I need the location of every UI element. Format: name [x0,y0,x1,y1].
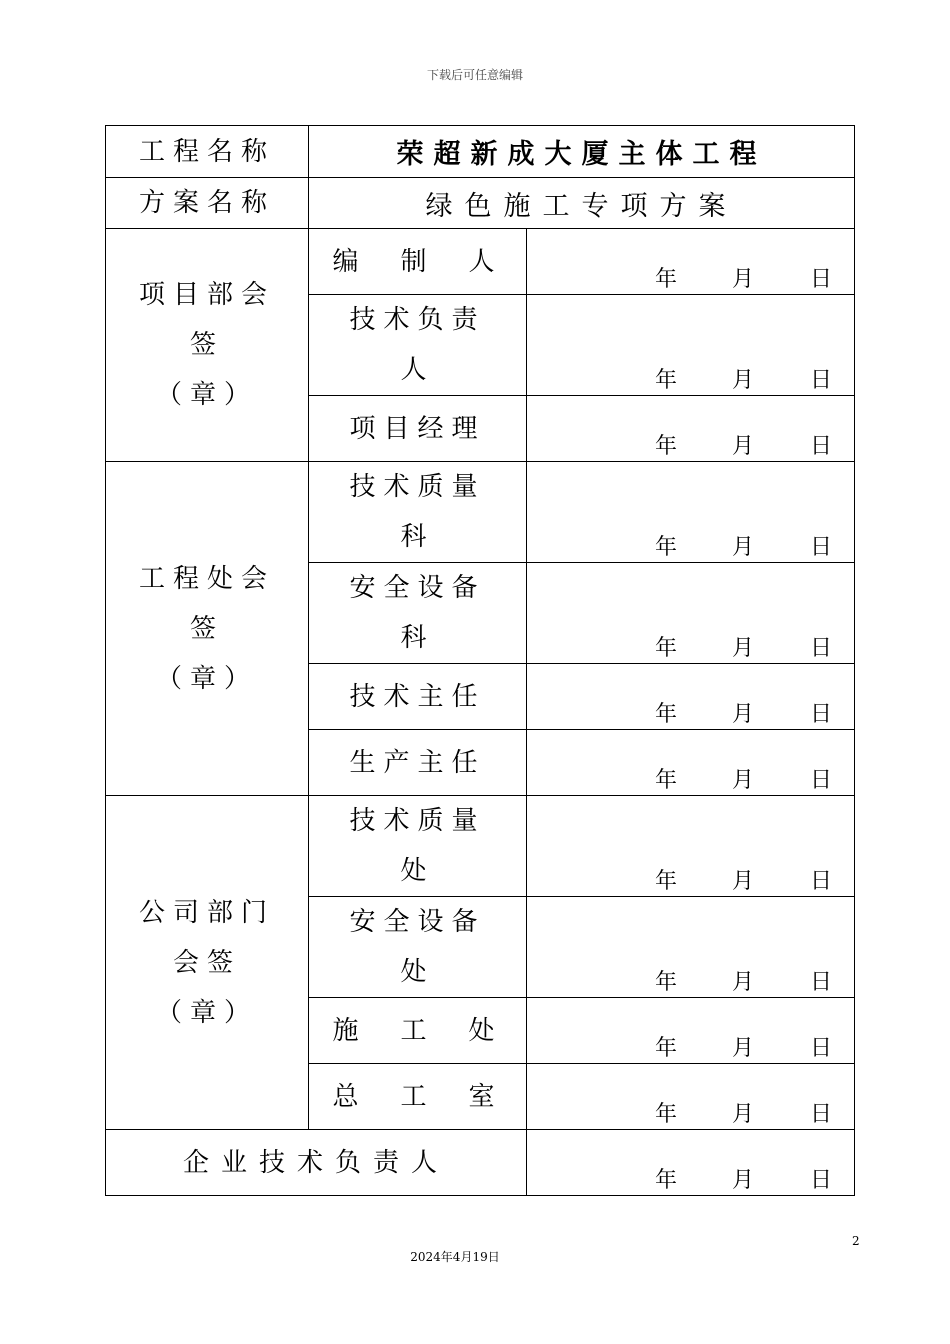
date-month: 月 [732,970,755,995]
date-month: 月 [732,434,755,459]
signoff-row [106,229,855,295]
approval-form-table [105,125,855,1196]
date-month: 月 [732,702,755,727]
role-label [309,229,527,295]
group-label-line: （章） [155,380,258,410]
date-line [527,969,854,997]
date-line [527,266,854,294]
date-year: 年 [655,1102,678,1127]
role-label [309,1064,527,1130]
signoff-groups [106,229,855,1130]
date-day: 日 [810,1168,833,1193]
date-year: 年 [655,1168,678,1193]
role-label [309,563,527,664]
group-label-line: 公司部门 [138,897,275,928]
role-label [309,462,527,563]
role-label-line: 科 [400,623,435,653]
date-day: 日 [810,434,833,459]
role-label-line: 施 工 处 [332,1015,503,1046]
signature-date-cell [527,563,855,664]
signature-date-cell [527,1064,855,1130]
date-year: 年 [655,636,678,661]
role-label-line: 技术质量 [349,472,486,502]
signature-date-cell [527,396,855,462]
group-label-line: 签 [189,330,224,360]
signature-date-cell [527,664,855,730]
role-label-line: 处 [400,856,435,886]
group-label-line: 项目部会 [138,280,275,310]
plan-name-row [106,178,855,229]
group-label-line: 签 [189,613,224,644]
role-label-line: 技术负责 [349,305,486,335]
role-label-line: 生产主任 [349,747,486,778]
date-day: 日 [810,702,833,727]
final-signoff-row [106,1130,855,1196]
group-label [106,796,309,1130]
date-day: 日 [810,869,833,894]
project-name-label: 工程名称 [106,126,309,178]
date-line [527,433,854,461]
group-label-line: 会签 [172,947,241,978]
date-month: 月 [732,368,755,393]
date-line [527,767,854,795]
role-label [309,664,527,730]
date-year: 年 [655,1036,678,1061]
date-year: 年 [655,368,678,393]
date-line [527,534,854,562]
role-label-line: 科 [400,522,435,552]
role-label [309,998,527,1064]
plan-name-label: 方案名称 [106,178,309,229]
date-year: 年 [655,702,678,727]
date-year: 年 [655,768,678,793]
date-day: 日 [810,1036,833,1061]
date-line [527,868,854,896]
role-label [309,295,527,396]
signature-date-cell [527,796,855,897]
date-month: 月 [732,1102,755,1127]
project-name-value: 荣超新成大厦主体工程 [309,126,855,178]
date-month: 月 [732,535,755,560]
date-day: 日 [810,535,833,560]
role-label [309,897,527,998]
date-year: 年 [655,267,678,292]
date-month: 月 [732,636,755,661]
role-label-line: 人 [400,355,435,385]
date-month: 月 [732,267,755,292]
role-label-line: 编 制 人 [332,246,503,277]
date-month: 月 [732,1036,755,1061]
date-day: 日 [810,970,833,995]
role-label-line: 项目经理 [349,413,486,444]
date-year: 年 [655,535,678,560]
date-year: 年 [655,970,678,995]
group-label-line: 工程处会 [138,563,275,594]
date-day: 日 [810,768,833,793]
signoff-row [106,796,855,897]
signature-date-cell [527,730,855,796]
footer-date: 2024年4月19日 [410,1250,500,1264]
signature-date-cell [527,295,855,396]
page-header: 下载后可任意编辑 [426,68,523,82]
role-label-line: 安全设备 [349,907,486,937]
role-label-line: 处 [400,957,435,987]
date-line [527,635,854,663]
date-day: 日 [810,636,833,661]
project-name-row [106,126,855,178]
date-day: 日 [810,368,833,393]
group-label-line: （章） [155,663,258,694]
page-number: 2 [852,1234,860,1248]
signature-date-cell [527,462,855,563]
date-line [527,1035,854,1063]
role-label-line: 技术质量 [349,806,486,836]
date-line [527,1101,854,1129]
date-month: 月 [732,869,755,894]
role-label-line: 总 工 室 [332,1081,503,1112]
date-month: 月 [732,768,755,793]
group-label [106,462,309,796]
signature-date-cell [527,998,855,1064]
date-month: 月 [732,1168,755,1193]
date-year: 年 [655,434,678,459]
role-label-line: 安全设备 [349,573,486,603]
signature-date-cell [527,229,855,295]
plan-name-value: 绿色施工专项方案 [309,178,855,229]
final-signoff-label: 企业技术负责人 [106,1130,527,1196]
signature-date-cell [527,897,855,998]
date-year: 年 [655,869,678,894]
group-label-line: （章） [155,997,258,1028]
date-line [527,701,854,729]
date-line [527,367,854,395]
role-label [309,396,527,462]
role-label [309,730,527,796]
role-label-line: 技术主任 [349,681,486,712]
role-label [309,796,527,897]
final-date-cell [527,1130,855,1196]
date-line [527,1167,854,1195]
signoff-row [106,462,855,563]
date-day: 日 [810,267,833,292]
date-day: 日 [810,1102,833,1127]
group-label [106,229,309,462]
